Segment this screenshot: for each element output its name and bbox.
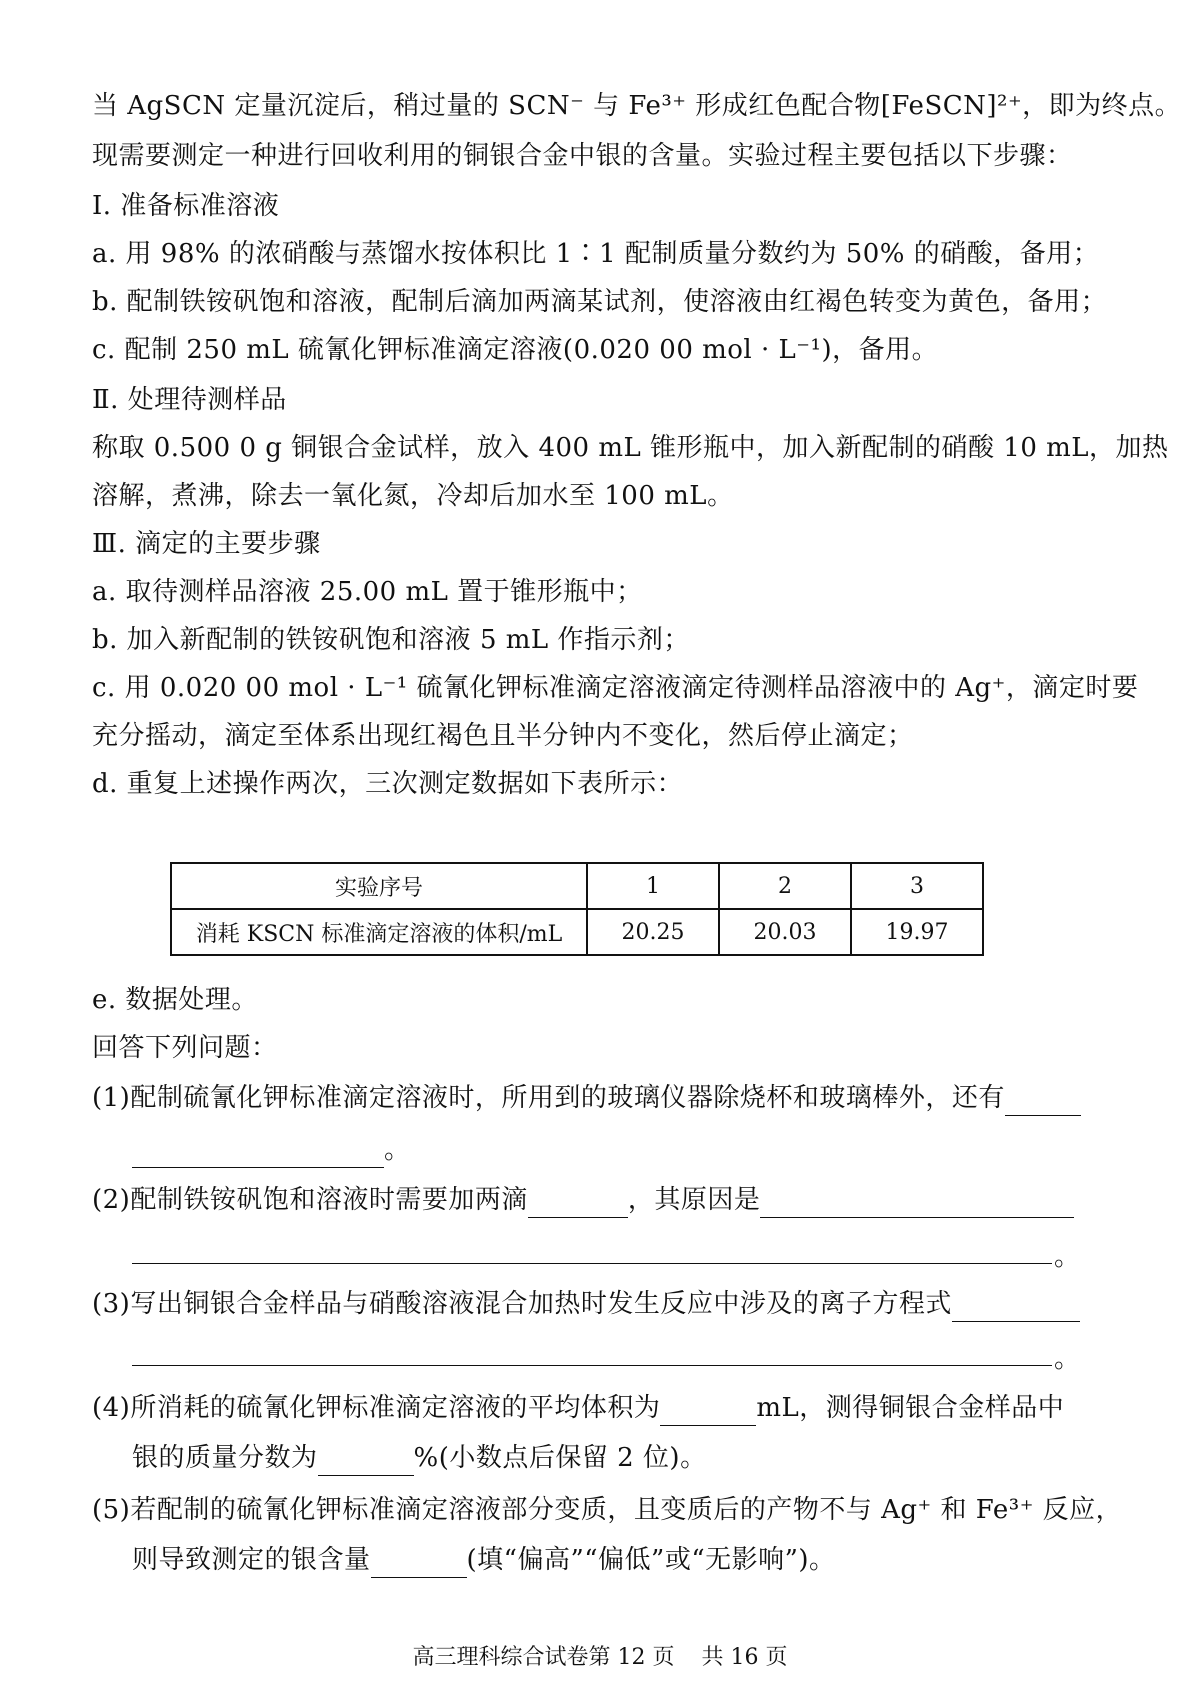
answer-blank[interactable] [528, 1189, 628, 1218]
question-4-text: (4)所消耗的硫氰化钾标准滴定溶液的平均体积为 [92, 1393, 661, 1423]
table-row [171, 909, 983, 955]
answer-blank-full[interactable] [132, 1262, 1052, 1264]
table-cell: 20.03 [719, 909, 851, 955]
intro-line-1: 当 AgSCN 定量沉淀后，稍过量的 SCN⁻ 与 Fe³⁺ 形成红色配合物[FeSCN]²⁺，即为终点。 [92, 91, 1182, 121]
step-3a: a. 取待测样品溶液 25.00 mL 置于锥形瓶中； [92, 577, 643, 607]
sample-paragraph-line-2: 溶解，煮沸，除去一氧化氮，冷却后加水至 100 mL。 [92, 481, 734, 511]
table-cell: 2 [719, 863, 851, 909]
table-cell: 消耗 KSCN 标准滴定溶液的体积/mL [171, 909, 587, 955]
step-3b: b. 加入新配制的铁铵矾饱和溶液 5 mL 作指示剂； [92, 625, 690, 655]
answer-blank[interactable] [132, 1139, 384, 1168]
footer-total-pages: 共 16 页 [701, 1645, 788, 1670]
step-3c-line-1: c. 用 0.020 00 mol · L⁻¹ 硫氰化钾标准滴定溶液滴定待测样品溶液中的 Ag⁺，滴定时要 [92, 673, 1139, 703]
step-3d: d. 重复上述操作两次，三次测定数据如下表所示： [92, 769, 684, 799]
step-3c-line-2: 充分摇动，滴定至体系出现红褐色且半分钟内不变化，然后停止滴定； [92, 721, 914, 751]
table-cell: 20.25 [587, 909, 719, 955]
question-1-text: (1)配制硫氰化钾标准滴定溶液时，所用到的玻璃仪器除烧杯和玻璃棒外，还有 [92, 1083, 1005, 1113]
question-1 [92, 1080, 1081, 1116]
intro-line-2: 现需要测定一种进行回收利用的铜银合金中银的含量。实验过程主要包括以下步骤： [92, 141, 1073, 171]
table-cell: 1 [587, 863, 719, 909]
period-mark: 。 [384, 1135, 411, 1165]
question-5-text-2: 则导致测定的银含量 [132, 1545, 371, 1575]
step-1c: c. 配制 250 mL 硫氰化钾标准滴定溶液(0.020 00 mol · L⁻¹)，备用。 [92, 335, 939, 365]
section-heading-2: Ⅱ. 处理待测样品 [92, 385, 287, 415]
question-4 [92, 1390, 1064, 1426]
answer-blank[interactable] [1005, 1087, 1081, 1116]
page-footer [0, 1640, 1200, 1671]
section-heading-1: Ⅰ. 准备标准溶液 [92, 191, 280, 221]
question-3-text: (3)写出铜银合金样品与硝酸溶液混合加热时发生反应中涉及的离子方程式 [92, 1289, 952, 1319]
answer-blank[interactable] [371, 1549, 467, 1578]
answer-blank-full[interactable] [132, 1364, 1052, 1366]
answer-intro: 回答下列问题： [92, 1033, 278, 1063]
step-1b: b. 配制铁铵矾饱和溶液，配制后滴加两滴某试剂，使溶液由红褐色转变为黄色，备用； [92, 287, 1108, 317]
question-2-text-cont: ，其原因是 [627, 1185, 761, 1215]
answer-blank[interactable] [660, 1397, 756, 1426]
footer-exam-page: 高三理科综合试卷第 12 页 [412, 1645, 675, 1670]
question-5: (5)若配制的硫氰化钾标准滴定溶液部分变质，且变质后的产物不与 Ag⁺ 和 Fe³⁺ 反应， [92, 1495, 1123, 1525]
question-2-text: (2)配制铁铵矾饱和溶液时需要加两滴 [92, 1185, 528, 1215]
period-mark: 。 [1054, 1344, 1081, 1374]
question-4-text-cont: mL，测得铜银合金样品中 [756, 1393, 1065, 1423]
section-heading-3: Ⅲ. 滴定的主要步骤 [92, 529, 321, 559]
question-4-continuation [132, 1440, 707, 1476]
question-1-continuation [132, 1132, 411, 1168]
table-cell: 实验序号 [171, 863, 587, 909]
question-2 [92, 1182, 1074, 1218]
sample-paragraph-line-1: 称取 0.500 0 g 铜银合金试样，放入 400 mL 锥形瓶中，加入新配制的硝酸 10 mL，加热 [92, 433, 1169, 463]
question-5-continuation [132, 1542, 836, 1578]
question-5-text-3: (填“偏高”“偏低”或“无影响”)。 [466, 1545, 836, 1575]
period-mark: 。 [1054, 1242, 1081, 1272]
table-cell: 19.97 [851, 909, 983, 955]
table-header-row [171, 863, 983, 909]
answer-blank[interactable] [952, 1293, 1080, 1322]
titration-data-table [170, 862, 984, 956]
answer-blank[interactable] [760, 1189, 1074, 1218]
answer-blank[interactable] [318, 1447, 414, 1476]
question-4-text-3: %(小数点后保留 2 位)。 [413, 1443, 707, 1473]
step-1a: a. 用 98% 的浓硝酸与蒸馏水按体积比 1∶1 配制质量分数约为 50% 的硝酸，备用； [92, 239, 1100, 269]
question-4-text-2: 银的质量分数为 [132, 1443, 318, 1473]
table-cell: 3 [851, 863, 983, 909]
question-3 [92, 1286, 1080, 1322]
step-3e: e. 数据处理。 [92, 985, 258, 1015]
